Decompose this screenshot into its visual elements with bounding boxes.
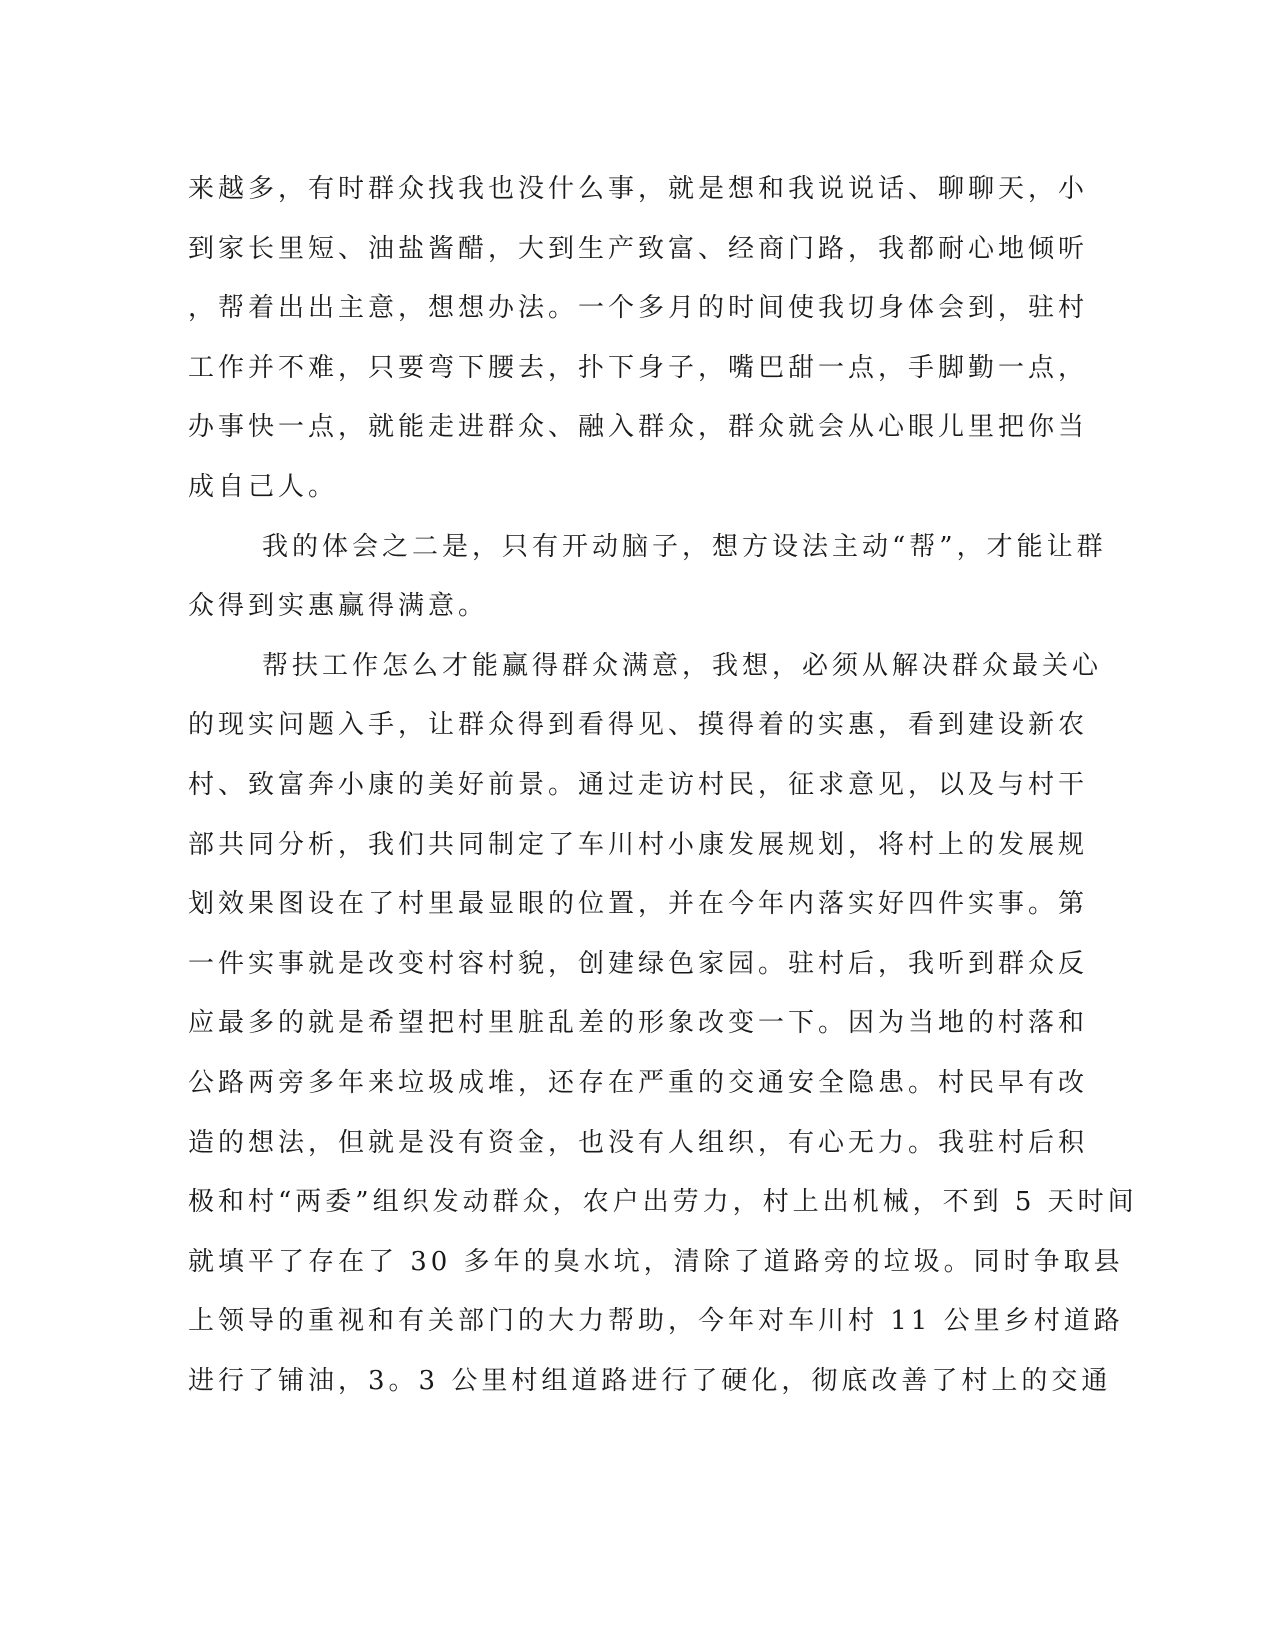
text-line: 来越多，有时群众找我也没什么事，就是想和我说说话、聊聊天，小 — [188, 174, 1089, 204]
text-line: 众得到实惠赢得满意。 — [188, 591, 489, 622]
text-line: 应最多的就是希望把村里脏乱差的形象改变一下。因为当地的村落和 — [188, 1008, 1089, 1039]
body-text — [188, 160, 1138, 1411]
paragraph-start-line: 帮扶工作怎么才能赢得群众满意，我想，必须从解决群众最关心 — [262, 650, 1103, 681]
text-line: 成自己人。 — [188, 471, 339, 502]
text-line: 造的想法，但就是没有资金，也没有人组织，有心无力。我驻村后积 — [188, 1127, 1089, 1158]
text-line: 一件实事就是改变村容村貌，创建绿色家园。驻村后，我听到群众反 — [188, 948, 1089, 979]
text-line: 划效果图设在了村里最显眼的位置，并在今年内落实好四件实事。第 — [188, 889, 1089, 920]
text-line: 极和村“两委”组织发动群众，农户出劳力，村上出机械，不到 5 天时间 — [188, 1187, 1138, 1218]
text-line: 就填平了存在了 30 多年的臭水坑，清除了道路旁的垃圾。同时争取县 — [188, 1246, 1124, 1277]
text-line: 进行了铺油，3。3 公里村组道路进行了硬化，彻底改善了村上的交通 — [188, 1365, 1112, 1396]
text-line: 工作并不难，只要弯下腰去，扑下身子，嘴巴甜一点，手脚勤一点， — [188, 352, 1089, 383]
text-line: 上领导的重视和有关部门的大力帮助，今年对车川村 11 公里乡村道路 — [188, 1306, 1124, 1337]
text-line: 到家长里短、油盐酱醋，大到生产致富、经商门路，我都耐心地倾听 — [188, 233, 1089, 264]
text-line: 的现实问题入手，让群众得到看得见、摸得着的实惠，看到建设新农 — [188, 710, 1089, 741]
text-line: 村、致富奔小康的美好前景。通过走访村民，征求意见，以及与村干 — [188, 769, 1089, 800]
text-line: ，帮着出出主意，想想办法。一个多月的时间使我切身体会到，驻村 — [188, 293, 1089, 324]
text-line: 公路两旁多年来垃圾成堆，还存在严重的交通安全隐患。村民早有改 — [188, 1067, 1089, 1098]
text-line: 部共同分析，我们共同制定了车川村小康发展规划，将村上的发展规 — [188, 829, 1089, 860]
paragraph-start-line: 我的体会之二是，只有开动脑子，想方设法主动“帮”，才能让群 — [262, 531, 1107, 562]
text-line: 办事快一点，就能走进群众、融入群众，群众就会从心眼儿里把你当 — [188, 412, 1089, 443]
